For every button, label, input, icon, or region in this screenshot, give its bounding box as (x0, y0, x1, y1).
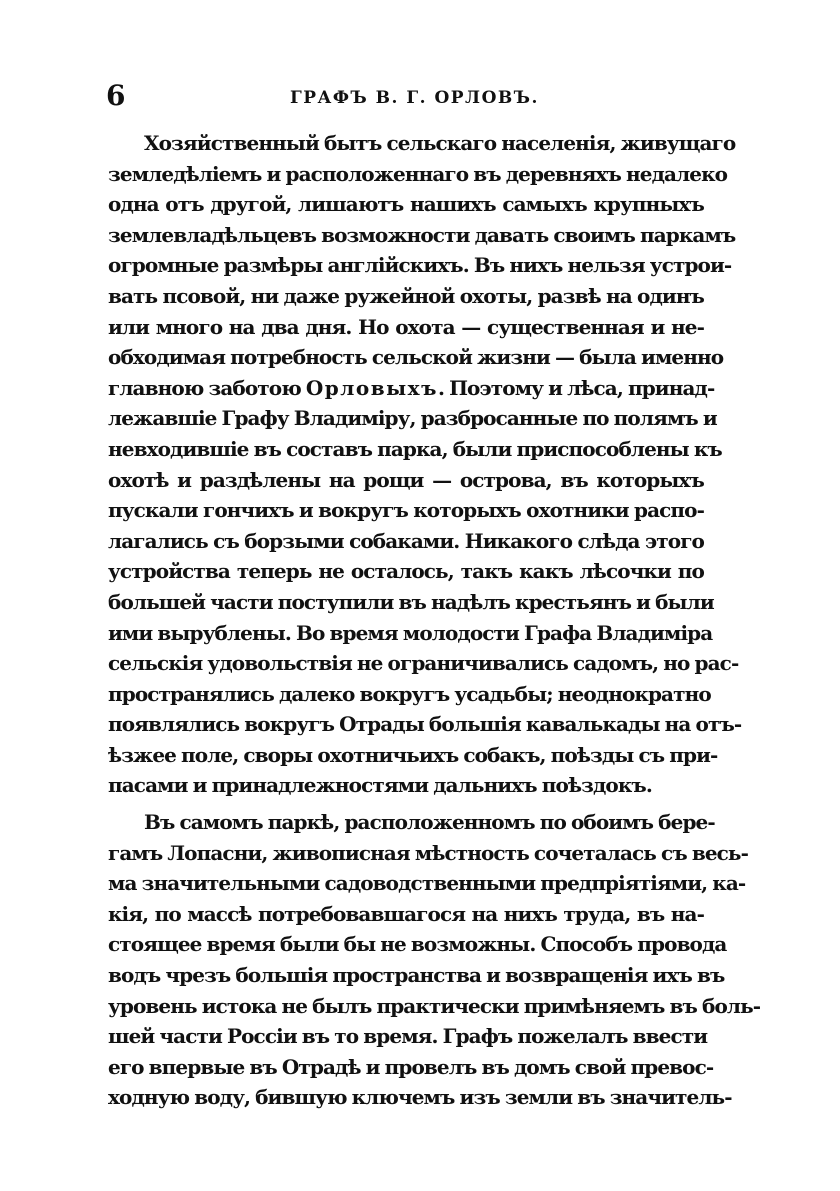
spaced-surname: Орловыхъ (305, 375, 438, 400)
text-line: ѣзжее поле, своры охотничьихъ собакъ, поѣзды съ при- (108, 742, 718, 767)
text-line: пасами и принадлежностями дальнихъ поѣздокъ. (108, 773, 652, 798)
text-line: землевладѣльцевъ возможности давать своимъ паркамъ (108, 222, 736, 247)
text-line: лагались съ борзыми собаками. Никакого слѣда этого (108, 528, 704, 553)
text-line: Хозяйственный бытъ сельскаго населенія, живущаго (144, 131, 736, 155)
text-line: пространялись далеко вокругъ усадьбы; неоднократно (108, 681, 711, 706)
text-line: одна отъ другой, лишаютъ нашихъ самыхъ крупныхъ (108, 192, 704, 217)
running-head: ГРАФЪ В. Г. ОРЛОВЪ. (290, 88, 539, 108)
text-segment: главною заботою (108, 375, 306, 400)
text-line: его впервые въ Отрадѣ и провелъ въ домъ свой превос- (108, 1054, 714, 1079)
text-line: ма значительными садоводственными предпріятіями, ка- (108, 871, 746, 896)
text-line: сельскія удовольствія не ограничивались садомъ, но рас- (108, 651, 739, 676)
text-line: обходимая потребность сельской жизни — была именно (108, 345, 724, 370)
text-line: появлялись вокругъ Отрады большія кавалькады на отъ- (108, 712, 742, 737)
text-line: устройства теперь не осталось, такъ какъ лѣсочки по (108, 559, 704, 584)
text-line: невходившіе въ составъ парка, были приспособлены къ (108, 436, 722, 461)
text-line: пускали гончихъ и вокругъ которыхъ охотники распо- (108, 498, 704, 523)
text-line: лежавшіе Графу Владиміру, разбросанные по полямъ и (108, 406, 717, 431)
text-line: огромные размѣры англійскихъ. Въ нихъ нельзя устрои- (108, 253, 732, 278)
text-line: уровень истока не былъ практически примѣняемъ въ боль- (108, 993, 761, 1018)
text-line: гамъ Лопасни, живописная мѣстность сочеталась съ весь- (108, 840, 748, 865)
text-line: шей части Россіи въ то время. Графъ пожелалъ ввести (108, 1024, 708, 1049)
text-line: водъ чрезъ большія пространства и возвращенія ихъ въ (108, 963, 725, 988)
text-line: большей части поступили въ надѣлъ крестьянъ и были (108, 589, 714, 614)
text-line: Въ самомъ паркѣ, расположенномъ по обоимъ бере- (144, 810, 715, 835)
page-number: 6 (106, 79, 126, 112)
text-line: охотѣ и раздѣлены на рощи — острова, въ которыхъ (108, 467, 704, 492)
text-line: вать псовой, ни даже ружейной охоты, развѣ на одинъ (108, 283, 704, 308)
text-line: ими вырублены. Во время молодости Графа Владиміра (108, 620, 713, 645)
text-line (108, 373, 715, 404)
body-text (108, 128, 761, 1113)
text-segment: . Поэтому и лѣса, принад- (437, 375, 715, 400)
text-line: ходную воду, бившую ключемъ изъ земли въ значитель- (108, 1085, 732, 1110)
text-line: земледѣліемъ и расположеннаго въ деревняхъ недалеко (108, 161, 728, 186)
text-line: кія, по массѣ потребовавшагося на нихъ труда, въ на- (108, 901, 704, 926)
text-line: или много на два дня. Но охота — существенная и не- (108, 314, 704, 339)
text-line: стоящее время были бы не возможны. Способъ провода (108, 932, 727, 957)
